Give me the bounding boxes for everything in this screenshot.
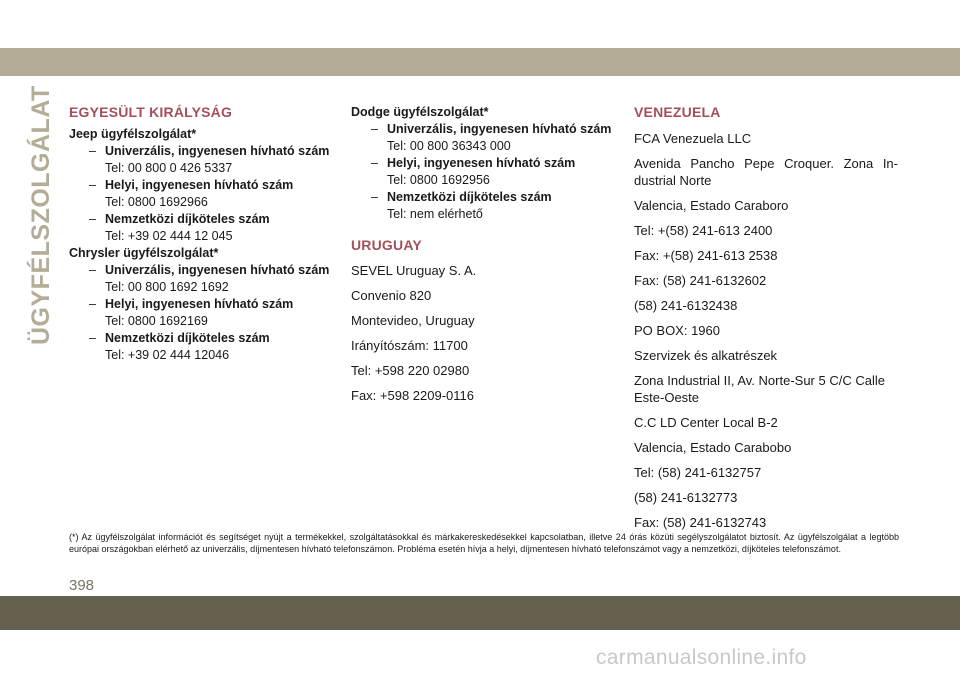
chrysler-entry-universal: [69, 262, 331, 296]
dodge-entry-universal: [351, 121, 613, 155]
chrysler-support-title: Chrysler ügyfélszolgálat*: [69, 246, 219, 260]
column-dodge-uruguay: [351, 100, 613, 412]
uruguay-line: Fax: +598 2209-0116: [351, 388, 474, 403]
header-band: [0, 48, 960, 76]
entry-label: Nemzetközi díjköteles szám: [387, 190, 552, 204]
uruguay-line: SEVEL Uruguay S. A.: [351, 263, 477, 278]
jeep-support-title: Jeep ügyfélszolgálat*: [69, 127, 197, 141]
uruguay-line: Tel: +598 220 02980: [351, 363, 470, 378]
watermark: carmanualsonline.info: [596, 646, 807, 669]
chrysler-entry-local: [69, 296, 331, 330]
chrysler-entry-international: [69, 330, 331, 364]
section-side-title: ÜGYFÉLSZOLGÁLAT: [27, 85, 55, 345]
venezuela-line: Avenida Pancho Pepe Croquer. Zona In-dustrial Norte: [634, 156, 898, 188]
venezuela-line: (58) 241-6132438: [634, 298, 738, 313]
jeep-entry-local: [69, 177, 331, 211]
venezuela-line: Tel: +(58) 241-613 2400: [634, 223, 773, 238]
dash-bullet: –: [371, 190, 378, 204]
venezuela-line: Fax: +(58) 241-613 2538: [634, 248, 778, 263]
dash-bullet: –: [89, 144, 96, 158]
entry-label: Univerzális, ingyenesen hívható szám: [105, 263, 330, 277]
entry-label: Helyi, ingyenesen hívható szám: [387, 156, 576, 170]
entry-tel: Tel: 0800 1692169: [105, 314, 208, 328]
venezuela-line: Tel: (58) 241-6132757: [634, 465, 762, 480]
dash-bullet: –: [89, 178, 96, 192]
venezuela-line: Valencia, Estado Caraboro: [634, 198, 789, 213]
jeep-entry-universal: [69, 143, 331, 177]
venezuela-line: Szervizek és alkatrészek: [634, 348, 778, 363]
dodge-entry-local: [351, 155, 613, 189]
entry-label: Univerzális, ingyenesen hívható szám: [387, 122, 612, 136]
venezuela-line: (58) 241-6132773: [634, 490, 738, 505]
dash-bullet: –: [371, 156, 378, 170]
venezuela-line: Zona Industrial II, Av. Norte-Sur 5 C/C Calle Este-Oeste: [634, 373, 885, 405]
entry-tel: Tel: 00 800 1692 1692: [105, 280, 229, 294]
heading-venezuela: VENEZUELA: [634, 104, 721, 120]
column-venezuela: [634, 100, 898, 539]
venezuela-line: C.C LD Center Local B-2: [634, 415, 778, 430]
entry-tel: Tel: 0800 1692956: [387, 173, 490, 187]
venezuela-line: Fax: (58) 241-6132743: [634, 515, 767, 530]
uruguay-line: Montevideo, Uruguay: [351, 313, 475, 328]
dodge-support-title: Dodge ügyfélszolgálat*: [351, 105, 489, 119]
heading-uk: EGYESÜLT KIRÁLYSÁG: [69, 104, 233, 120]
dash-bullet: –: [89, 212, 96, 226]
dodge-entry-international: [351, 189, 613, 223]
entry-label: Nemzetközi díjköteles szám: [105, 331, 270, 345]
entry-tel: Tel: 00 800 0 426 5337: [105, 161, 233, 175]
venezuela-line: Fax: (58) 241-6132602: [634, 273, 767, 288]
entry-label: Helyi, ingyenesen hívható szám: [105, 297, 294, 311]
dash-bullet: –: [89, 331, 96, 345]
uruguay-line: Irányítószám: 11700: [351, 338, 468, 353]
column-uk: [69, 100, 331, 364]
entry-tel: Tel: 00 800 36343 000: [387, 139, 511, 153]
jeep-entry-international: [69, 211, 331, 245]
entry-tel: Tel: +39 02 444 12046: [105, 348, 230, 362]
entry-tel: Tel: +39 02 444 12 045: [105, 229, 233, 243]
footer-band: [0, 596, 960, 630]
venezuela-line: PO BOX: 1960: [634, 323, 720, 338]
dash-bullet: –: [89, 263, 96, 277]
entry-label: Helyi, ingyenesen hívható szám: [105, 178, 294, 192]
venezuela-line: Valencia, Estado Carabobo: [634, 440, 792, 455]
dash-bullet: –: [89, 297, 96, 311]
entry-tel: Tel: nem elérhető: [387, 207, 483, 221]
entry-label: Nemzetközi díjköteles szám: [105, 212, 270, 226]
entry-label: Univerzális, ingyenesen hívható szám: [105, 144, 330, 158]
footnote: (*) Az ügyfélszolgálat információt és segítséget nyújt a termékekkel, szolgáltatásokkal és márkakereskedésekkel kapcsolatban, illetve 24 órás közüti segélyszolgálatot biztosít. Az ügyfélszolgálat a legtöbb európai országokban elérhető az univerzális, díjmentesen hívható telefonszámon. Probléma esetén hívja a helyi, díjmentesen hívható telefonszámot vagy a nemzetközi, díjköteles telefonszámot.: [69, 532, 899, 554]
entry-tel: Tel: 0800 1692966: [105, 195, 208, 209]
page-number: 398: [69, 577, 95, 594]
venezuela-line: FCA Venezuela LLC: [634, 131, 752, 146]
uruguay-line: Convenio 820: [351, 288, 432, 303]
dash-bullet: –: [371, 122, 378, 136]
heading-uruguay: URUGUAY: [351, 237, 422, 253]
